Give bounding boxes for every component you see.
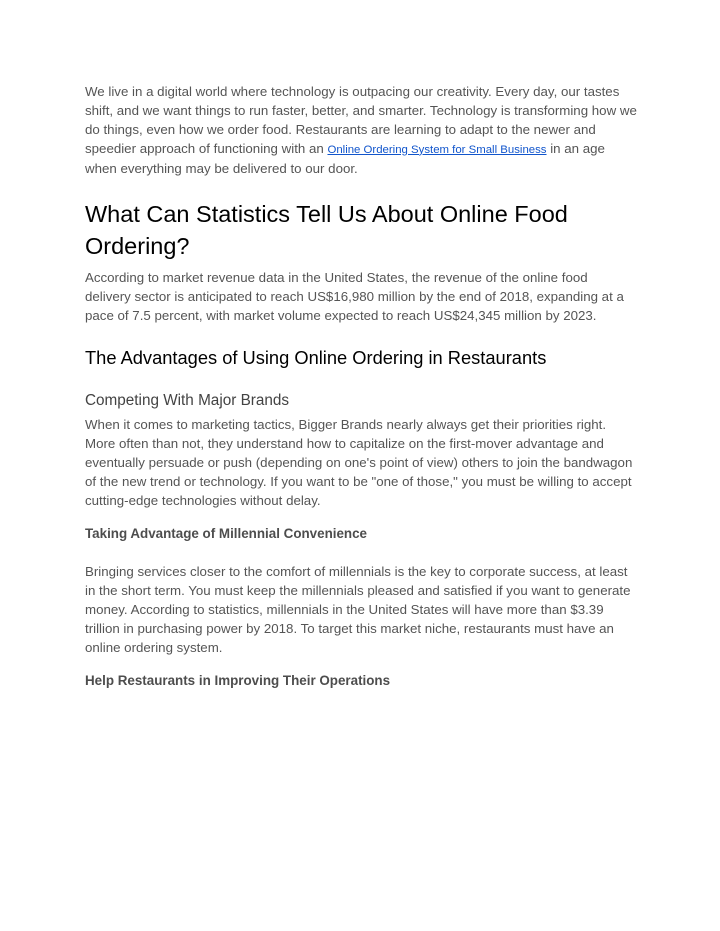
operations-heading: Help Restaurants in Improving Their Operations [85, 673, 391, 688]
statistics-paragraph: According to market revenue data in the United States, the revenue of the online food delivery sector is anticipated to reach US$16,980 million by the end of 2018, expanding at a pace of 7.5 percent, with market volume expected to reach US$24,345 million by 2023. [85, 270, 624, 323]
millennial-heading: Taking Advantage of Millennial Convenience [85, 526, 367, 541]
competing-paragraph: When it comes to marketing tactics, Bigger Brands nearly always get their priorities right. More often than not, they understand how to capitalize on the first-mover advantage and eventually persuade or push (depending on one's point of view) others to join the bandwagon of the new trend or technology. If you want to be "one of those," you must be willing to accept cutting-edge technologies without delay. [85, 417, 633, 508]
intro-text-after-link: in an age when everything may be delivered to our door. [85, 140, 605, 176]
statistics-heading: What Can Statistics Tell Us About Online Food Ordering? [85, 201, 568, 259]
intro-paragraph [85, 83, 637, 179]
competing-heading: Competing With Major Brands [85, 392, 290, 409]
online-ordering-link[interactable]: Online Ordering System for Small Business [327, 143, 547, 156]
millennial-paragraph: Bringing services closer to the comfort of millennials is the key to corporate success, at least in the short term. You must keep the millennials pleased and satisfied if you want to generate money. According to statistics, millennials in the United States will have more than $3.39 trillion in purchasing power by 2018. To target this market niche, restaurants must have an online ordering system. [85, 564, 631, 655]
advantages-heading: The Advantages of Using Online Ordering in Restaurants [85, 347, 547, 368]
intro-text-before-link: We live in a digital world where technology is outpacing our creativity. Every day, our tastes shift, and we want things to run faster, better, and smarter. Technology is transforming how we do things, even how we order food. Restaurants are learning to adapt to the newer and speedier approach of functioning with an [85, 84, 637, 156]
